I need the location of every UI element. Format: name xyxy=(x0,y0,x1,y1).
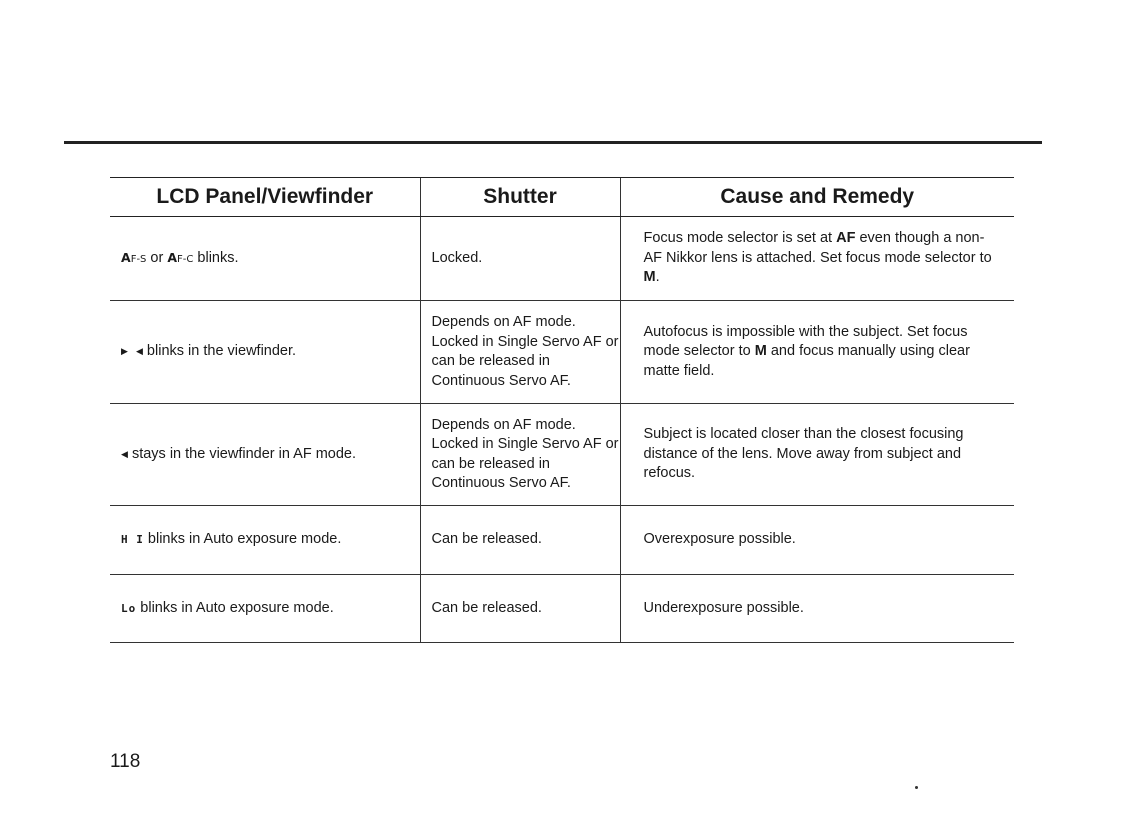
header-rule xyxy=(64,141,1042,144)
lo-indicator: Lo xyxy=(121,601,137,615)
lcd-cell: Lo blinks in Auto exposure mode. xyxy=(110,575,420,643)
table-row xyxy=(110,301,1014,404)
header-cause: Cause and Remedy xyxy=(620,178,1014,217)
table-row xyxy=(110,404,1014,506)
header-lcd: LCD Panel/Viewfinder xyxy=(110,178,420,217)
lcd-cell: ▶ ◀ blinks in the viewfinder. xyxy=(110,301,420,404)
troubleshooting-table xyxy=(110,177,1014,643)
shutter-cell: Can be released. xyxy=(420,506,620,575)
cause-cell: Subject is located closer than the closest focusing distance of the lens. Move away from subject and refocus. xyxy=(620,404,1014,506)
page-number: 118 xyxy=(110,751,141,772)
scan-speck xyxy=(915,786,918,789)
shutter-cell: Locked. xyxy=(420,217,620,301)
table-header-row xyxy=(110,178,1014,217)
af-s-indicator: AF-S xyxy=(121,249,147,265)
shutter-cell: Can be released. xyxy=(420,575,620,643)
table-row xyxy=(110,217,1014,301)
header-shutter: Shutter xyxy=(420,178,620,217)
focus-arrow-right-icon: ▶ xyxy=(121,346,128,357)
cause-cell: Overexposure possible. xyxy=(620,506,1014,575)
cause-cell: Underexposure possible. xyxy=(620,575,1014,643)
cause-cell: Autofocus is impossible with the subject. Set focus mode selector to M and focus manually using clear matte field. xyxy=(620,301,1014,404)
lcd-cell: AF-S or AF-C blinks. xyxy=(110,217,420,301)
lcd-cell: H I blinks in Auto exposure mode. xyxy=(110,506,420,575)
table-row xyxy=(110,506,1014,575)
lcd-cell: ◀ stays in the viewfinder in AF mode. xyxy=(110,404,420,506)
shutter-cell: Depends on AF mode. Locked in Single Servo AF or can be released in Continuous Servo AF. xyxy=(420,301,620,404)
af-c-indicator: AF-C xyxy=(167,249,194,265)
focus-arrow-left-icon: ◀ xyxy=(135,346,143,357)
cause-cell: Focus mode selector is set at AF even though a non-AF Nikkor lens is attached. Set focus mode selector to M. xyxy=(620,217,1014,301)
table-row xyxy=(110,575,1014,643)
hi-indicator: H I xyxy=(121,533,144,547)
focus-arrow-left-icon: ◀ xyxy=(121,448,128,459)
shutter-cell: Depends on AF mode. Locked in Single Servo AF or can be released in Continuous Servo AF. xyxy=(420,404,620,506)
